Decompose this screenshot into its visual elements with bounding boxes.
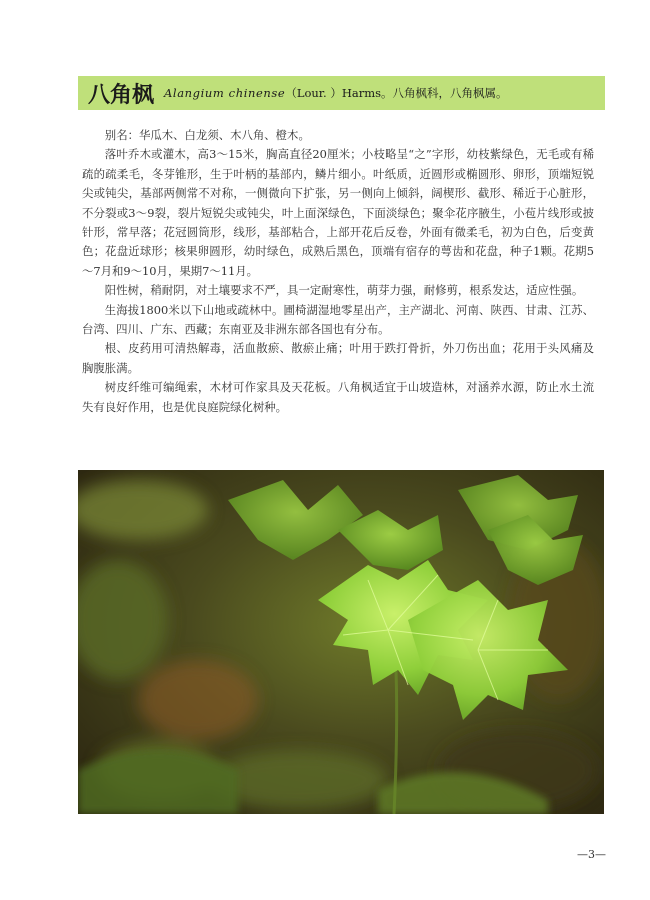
species-chinese-name: 八角枫: [88, 82, 155, 108]
paragraph-morphology: 落叶乔木或灌木，高3～15米，胸高直径20厘米；小枝略呈“之”字形，幼枝紫绿色，无毛或有稀疏的疏柔毛，冬芽锥形，生于叶柄的基部内，鳞片细小。叶纸质，近圆形或椭圆形、卵形，顶端短锐尖或钝尖，基部两侧常不对称，一侧微向下扩张，另一侧向上倾斜，阔楔形、截形、稀近于心脏形，不分裂或3～9裂，裂片短锐尖或钝尖，叶上面深绿色，下面淡绿色；聚伞花序腋生，小苞片线形或披针形，常早落；花冠圆筒形，线形，基部粘合，上部开花后反卷，外面有微柔毛，初为白色，后变黄色；花盘近球形；核果卵圆形，幼时绿色，成熟后黑色，顶端有宿存的萼齿和花盘，种子1颗。花期5～7月和9～10月，果期7～11月。: [82, 147, 594, 278]
paragraph-ecology: 阳性树，稍耐阴，对土壤要求不严，具一定耐寒性，萌芽力强，耐修剪，根系发达，适应性强。: [104, 283, 584, 298]
species-latin-name: Alangium chinense: [164, 86, 286, 100]
paragraph-aliases: 别名：华瓜木、白龙须、木八角、橙木。: [104, 128, 310, 142]
page-number: —3—: [577, 848, 606, 861]
species-title-bar: [78, 76, 605, 110]
paragraph-medicinal-use: 根、皮药用可清热解毒，活血散瘀、散瘀止痛；叶用于跌打骨折，外刀伤出血；花用于头风痛及胸腹胀满。: [82, 341, 594, 375]
species-description: [82, 126, 594, 417]
species-authority-family: （Lour. ）Harms。八角枫科，八角枫属。: [285, 86, 508, 100]
paragraph-distribution: 生海拔1800米以下山地或疏林中。圃椅湖湿地零星出产，主产湖北、河南、陕西、甘肃、江苏、台湾、四川、广东、西藏；东南亚及非洲东部各国也有分布。: [82, 302, 594, 337]
paragraph-economic-use: 树皮纤维可编绳索，木材可作家具及天花板。八角枫适宜于山坡造林，对涵养水源，防止水土流失有良好作用，也是优良庭院绿化树种。: [82, 380, 594, 414]
plant-photo: [78, 470, 604, 814]
